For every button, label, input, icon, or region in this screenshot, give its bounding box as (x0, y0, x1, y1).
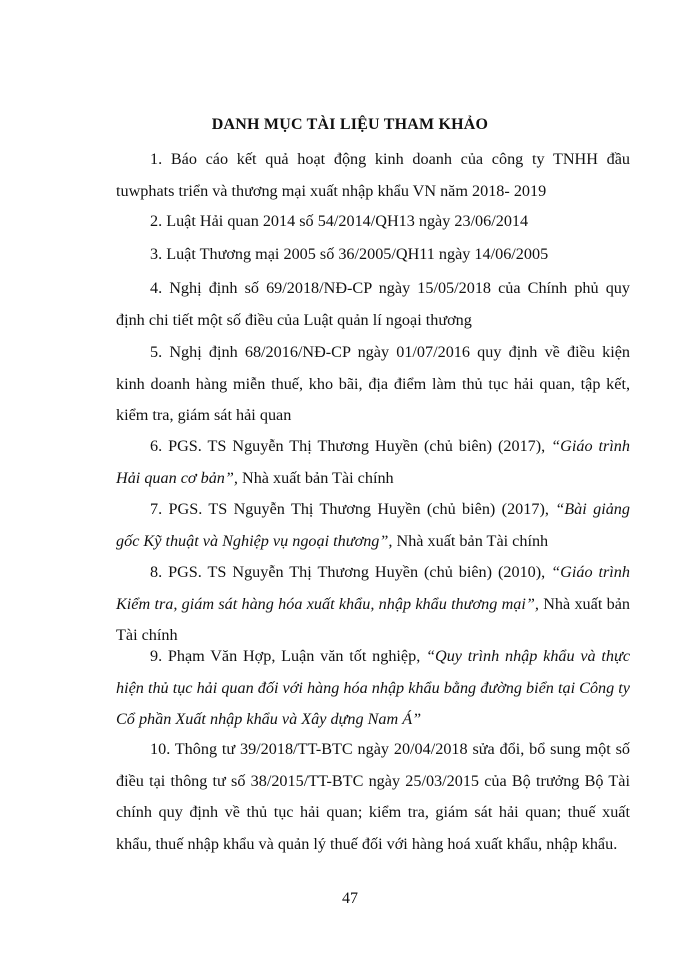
reference-6-publisher: Nhà xuất bản Tài chính (237, 468, 394, 487)
reference-8-title: “Giáo trình Kiểm tra, giám sát hàng hóa xuất khẩu, nhập khẩu thương mại”, (116, 563, 630, 613)
reference-9-author: 9. Phạm Văn Hợp, Luận văn tốt nghiệp, (150, 647, 427, 665)
reference-7-publisher: Nhà xuất bản Tài chính (392, 531, 549, 550)
reference-9-title: “Quy trình nhập khẩu và thực hiện thủ tục hải quan đối với hàng hóa nhập khẩu bằng đường biển tại Công ty Cổ phần Xuất nhập khẩu và Xây dựng Nam Á” (116, 647, 631, 728)
reference-item-5: 5. Nghị định 68/2016/NĐ-CP ngày 01/07/2016 quy định về điều kiện kinh doanh hàng miễn thuế, kho bãi, địa điểm làm thủ tục hải quan, tập kết, kiểm tra, giám sát hải quan (116, 343, 630, 424)
reference-8-author: 8. PGS. TS Nguyễn Thị Thương Huyền (chủ biên) (2010), (150, 563, 552, 581)
reference-item-1: 1. Báo cáo kết quả hoạt động kinh doanh của công ty TNHH đầu tuwphats triển và thương mại xuất nhập khẩu VN năm 2018- 2019 (116, 150, 630, 200)
reference-item-6 (116, 431, 630, 494)
reference-item-4: 4. Nghị định số 69/2018/NĐ-CP ngày 15/05/2018 của Chính phủ quy định chi tiết một số điều của Luật quản lí ngoại thương (116, 279, 630, 329)
page-title: DANH MỤC TÀI LIỆU THAM KHẢO (211, 116, 489, 133)
reference-item-8 (116, 557, 630, 652)
reference-item-9 (116, 641, 630, 736)
reference-item-10: 10. Thông tư 39/2018/TT-BTC ngày 20/04/2018 sửa đổi, bổ sung một số điều tại thông tư số 38/2015/TT-BTC ngày 25/03/2015 của Bộ trưởng Bộ Tài chính quy định về thủ tục hải quan; kiểm tra, giám sát hải quan; thuế xuất khẩu, thuế nhập khẩu và quản lý thuế đối với hàng hoá xuất khẩu, nhập khẩu. (116, 740, 630, 853)
reference-item-2: 2. Luật Hải quan 2014 số 54/2014/QH13 ngày 23/06/2014 (150, 212, 529, 230)
reference-item-3: 3. Luật Thương mại 2005 số 36/2005/QH11 ngày 14/06/2005 (150, 245, 549, 263)
reference-8-publisher: Nhà xuất bản Tài chính (116, 594, 630, 644)
reference-item-7 (116, 494, 630, 557)
reference-7-title: “Bài giảng gốc Kỹ thuật và Nghiệp vụ ngoại thương”, (116, 500, 630, 550)
reference-7-author: 7. PGS. TS Nguyễn Thị Thương Huyền (chủ biên) (2017), (150, 500, 556, 518)
page-number: 47 (342, 890, 358, 907)
reference-6-author: 6. PGS. TS Nguyễn Thị Thương Huyền (chủ biên) (2017), (150, 437, 552, 455)
reference-6-title: “Giáo trình Hải quan cơ bản”, (116, 437, 630, 487)
